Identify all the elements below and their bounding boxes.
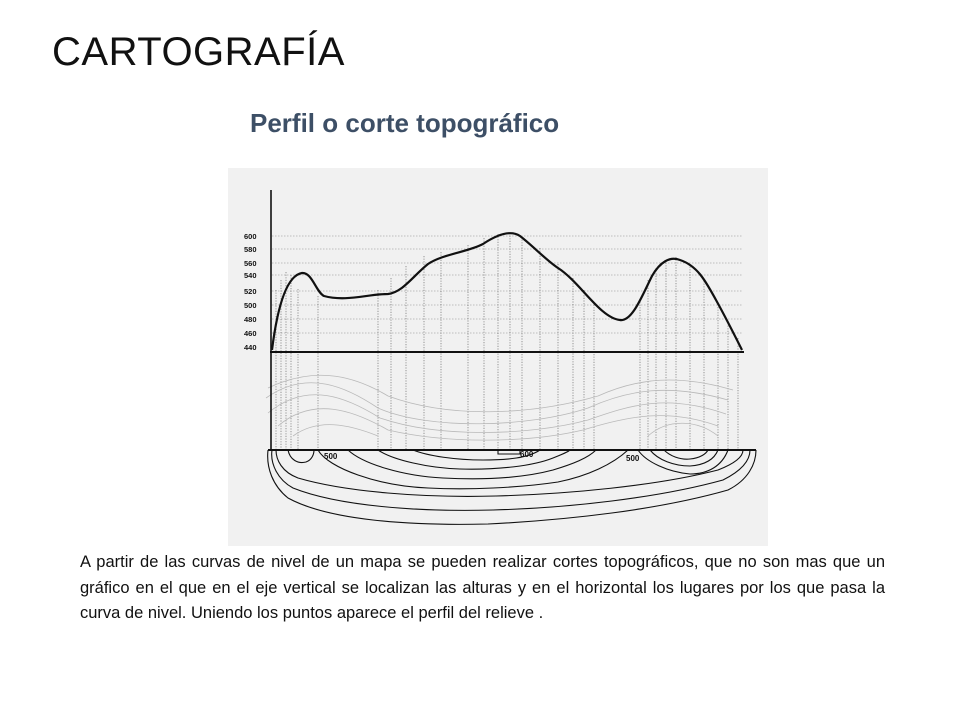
elevation-guides — [272, 236, 743, 333]
y-axis-label: 460 — [244, 329, 257, 338]
y-axis-label: 520 — [244, 287, 257, 296]
profile-curve — [272, 233, 742, 350]
y-axis-label: 440 — [244, 343, 257, 352]
y-axis-label: 540 — [244, 271, 257, 280]
contour-label: 600 — [520, 450, 534, 459]
y-axis-label: 600 — [244, 232, 257, 241]
topographic-profile-figure — [228, 168, 768, 546]
y-axis-label: 480 — [244, 315, 257, 324]
contour-label: 500 — [626, 454, 640, 463]
y-axis-label: 500 — [244, 301, 257, 310]
y-axis-label: 560 — [244, 259, 257, 268]
y-axis-labels — [244, 232, 257, 352]
contour-map — [268, 450, 756, 524]
projection-lines — [271, 233, 738, 450]
slide-title: CARTOGRAFÍA — [52, 30, 345, 74]
slide-subtitle: Perfil o corte topográfico — [250, 108, 560, 138]
description-paragraph: A partir de las curvas de nivel de un mapa se pueden realizar cortes topográficos, que no son mas que un gráfico en el que en el eje vertical se localizan las alturas y en el horizontal los lugares por los que pasa la curva de nivel. Uniendo los puntos aparece el perfil del relieve . — [80, 553, 885, 622]
faint-contour-traces — [266, 375, 733, 440]
profile-diagram — [228, 168, 768, 546]
y-axis-label: 580 — [244, 245, 257, 254]
contour-label: 500 — [324, 452, 338, 461]
